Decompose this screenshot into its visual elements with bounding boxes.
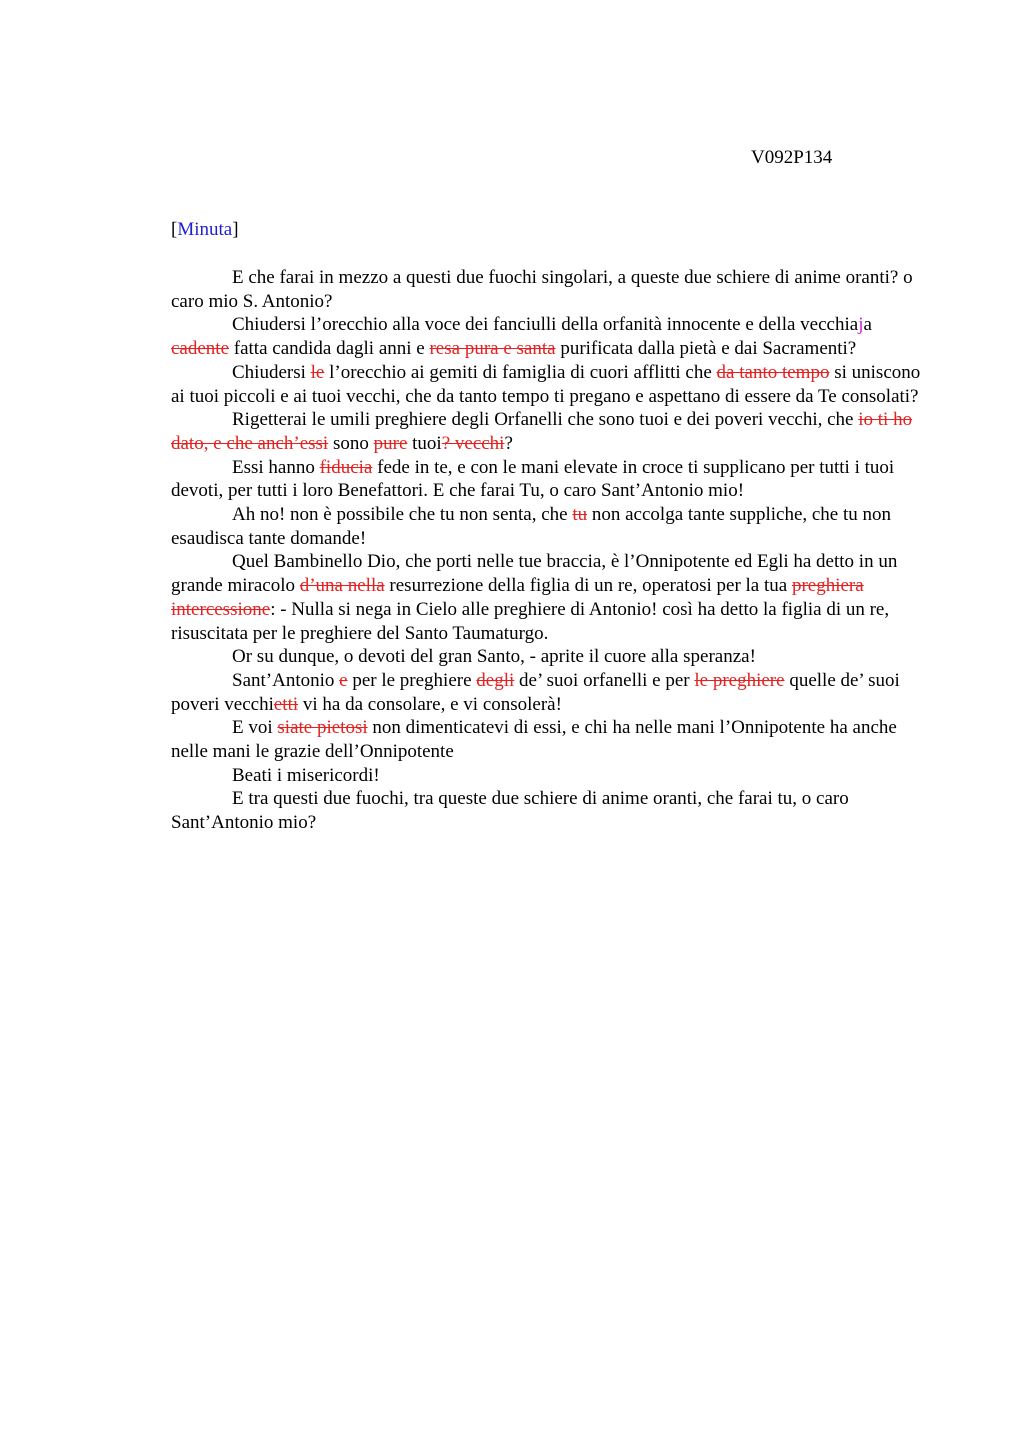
paragraph-text: l’orecchio ai gemiti di famiglia di cuori afflitti che [324,361,717,383]
paragraph [171,550,931,645]
inserted-text: j [858,314,864,336]
paragraph-text: E tra questi due fuochi, tra queste due schiere di anime oranti, che farai tu, o caro Sant’Antonio mio? [171,788,849,834]
deleted-text: siate pietosi [277,717,368,739]
deleted-text: etti [273,693,299,715]
paragraph-text: Or su dunque, o devoti del gran Santo, - aprite il cuore alla speranza! [232,646,756,668]
paragraph [171,716,931,763]
deleted-text: d’una nella [299,575,385,597]
deleted-text: da tanto tempo [716,361,830,383]
paragraph [171,764,931,788]
paragraph-text: a [863,314,872,336]
paragraph [171,645,931,669]
paragraph [171,408,931,455]
paragraph-text: E che farai in mezzo a questi due fuochi singolari, a queste due schiere di anime oranti? o caro mio S. Antonio? [171,267,913,312]
paragraph-text: non accolga tante suppliche, che tu non esaudisca tante domande! [171,504,892,549]
paragraph [171,787,931,834]
paragraph-text: Ah no! non è possibile che tu non senta, che [232,504,573,526]
deleted-text: tu [572,504,588,526]
paragraph-text: E voi [232,717,278,739]
paragraph-text: resurrezione della figlia di un re, operatosi per la tua [384,575,792,597]
paragraph-text: Essi hanno [232,456,320,478]
deleted-text: le [310,361,325,383]
paragraph-text: sono [328,432,374,454]
paragraph-text: non dimenticatevi di essi, e chi ha nelle mani l’Onnipotente ha anche nelle mani le grazie dell’Onnipotente [171,717,897,763]
paragraph-text: Sant’Antonio [232,669,340,691]
deleted-text: pure [373,432,408,454]
paragraph-text: Chiudersi l’orecchio alla voce dei fanciulli della orfanità innocente e della vecchia [232,314,859,336]
paragraph [171,361,931,408]
heading-open-bracket: [ [171,219,178,240]
document-body [171,266,931,835]
heading-close-bracket: ] [232,219,239,240]
paragraph-text: de’ suoi orfanelli e per [514,669,695,691]
heading [171,218,239,242]
deleted-text: io ti ho dato, e che anch’essi [171,409,913,454]
paragraph-text: Chiudersi [232,361,311,383]
deleted-text: ? vecchi [441,432,505,454]
paragraph-text: vi ha da consolare, e vi consolerà! [298,693,562,715]
paragraph [171,313,931,360]
paragraph-text: Beati i misericordi! [232,764,380,786]
paragraph [171,456,931,503]
deleted-text: le preghiere [694,669,785,691]
paragraph-text: si uniscono ai tuoi piccoli e ai tuoi vecchi, che da tanto tempo ti pregano e aspettano di essere da Te consolati? [171,361,921,407]
deleted-text: fiducia [319,456,373,478]
deleted-text: resa pura e santa [429,338,556,360]
paragraph [171,503,931,550]
paragraph-text: purificata dalla pietà e dai Sacramenti? [555,338,857,360]
paragraph-text: fatta candida dagli anni e [229,338,430,360]
paragraph-text: Quel Bambinello Dio, che porti nelle tue braccia, è l’Onnipotente ed Egli ha detto in un grande miracolo [171,551,898,597]
paragraph-text: ? [504,432,513,454]
deleted-text: preghiera intercessione [171,575,864,620]
paragraph [171,669,931,716]
paragraph-text: Rigetterai le umili preghiere degli Orfanelli che sono tuoi e dei poveri vecchi, che [232,409,859,431]
paragraph-text: fede in te, e con le mani elevate in croce ti supplicano per tutti i tuoi devoti, per tutti i loro Benefattori. E che farai Tu, o caro Sant’Antonio mio! [171,456,895,502]
document-reference: V092P134 [751,147,833,168]
paragraph-text: : - Nulla si nega in Cielo alle preghiere di Antonio! così ha detto la figlia di un re, risuscitata per le preghiere del Santo Taumaturgo. [171,598,890,644]
paragraph-text: quelle de’ suoi poveri vecchi [171,669,900,715]
deleted-text: cadente [171,338,230,360]
heading-label: Minuta [177,219,233,240]
paragraph-text: tuoi [407,432,442,454]
paragraph-text: per le preghiere [347,669,477,691]
deleted-text: e [339,669,348,691]
deleted-text: degli [476,669,515,691]
paragraph [171,266,931,313]
